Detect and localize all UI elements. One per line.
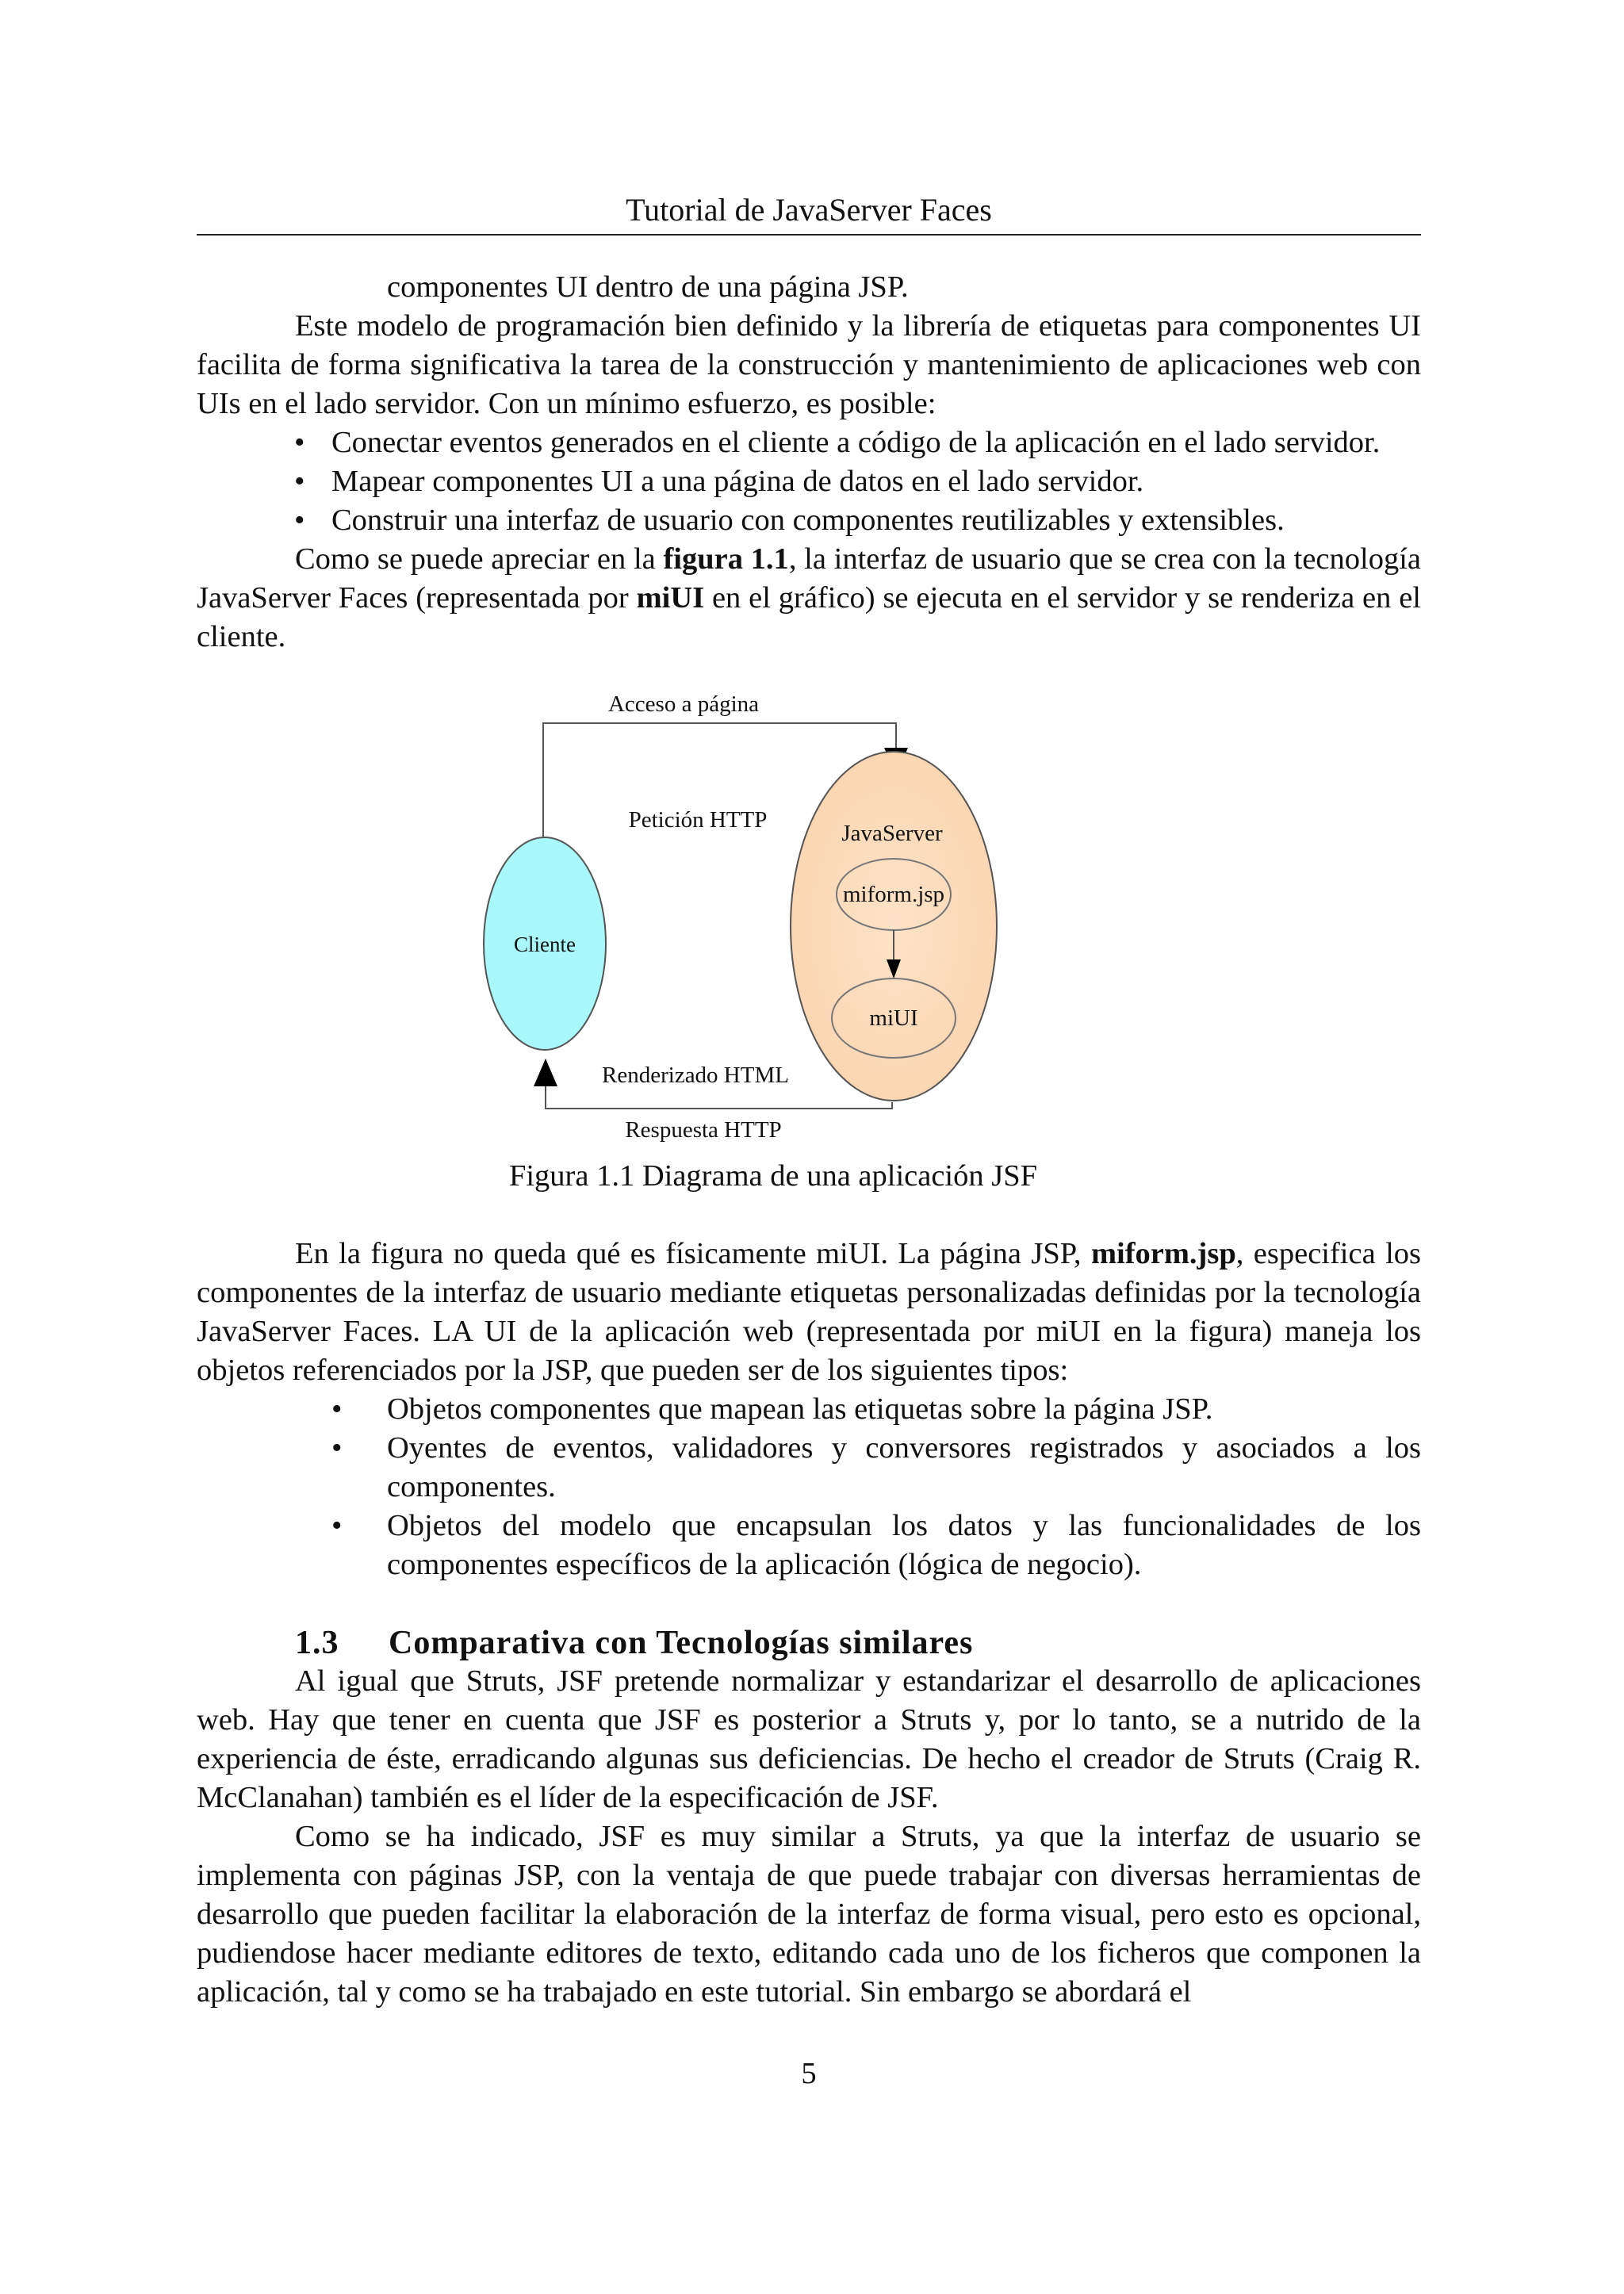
jsf-diagram (444, 674, 1102, 1150)
figure-caption: Figura 1.1 Diagrama de una aplicación JSF (508, 1159, 1038, 1193)
jsp-label: miform.jsp (842, 882, 945, 907)
paragraph-figure-intro: Como se puede apreciar en la figura 1.1, la interfaz de usuario que se crea con la tecnología JavaServer Faces (representada por miUI en el gráfico) se ejecuta en el servidor y se renderiza en el cliente. (197, 542, 1422, 653)
text-block-lower (197, 1662, 1421, 2012)
paragraph-continuation: componentes UI dentro de una página JSP. (387, 270, 909, 304)
running-header: Tutorial de JavaServer Faces (626, 192, 992, 228)
text-block-upper (197, 268, 1421, 657)
list-item: • Mapear componentes UI a una página de datos en el lado servidor. (197, 462, 1421, 501)
bullet-icon: • (294, 465, 305, 498)
access-label: Acceso a página (607, 691, 760, 717)
list-item: • Conectar eventos generados en el cliente a código de la aplicación en el lado servidor. (197, 423, 1421, 462)
bullet-list-object-types (197, 1390, 1421, 1584)
paragraph-comparison: Como se ha indicado, JSF es muy similar a Struts, ya que la interfaz de usuario se implementa con páginas JSP, con la ventaja de que puede trabajar con diversas herramientas de desarrollo que pueden facilitar la elaboración de la interfaz de forma visual, pero esto es opcional, pudiendose hacer mediante editores de texto, editando cada uno de los ficheros que componen la aplicación, tal y como se ha trabajado en este tutorial. Sin embargo se abordará el (197, 1820, 1421, 2009)
response-label: Respuesta HTTP (625, 1117, 782, 1143)
paragraph-miui: En la figura no queda qué es físicamente miUI. La página JSP, miform.jsp, especifica los componentes de la interfaz de usuario mediante etiquetas personalizadas definidas por la tecnología JavaServer Faces. LA UI de la aplicación web (representada por miUI en la figura) maneja los objetos referenciados por la JSP, que pueden ser de los siguientes tipos: (197, 1237, 1421, 1387)
list-item: • Objetos componentes que mapean las etiquetas sobre la página JSP. (197, 1390, 1421, 1429)
section-title: Comparativa con Tecnologías similares (389, 1625, 974, 1661)
server-node (791, 752, 997, 1101)
render-label: Renderizado HTML (602, 1063, 789, 1088)
bullet-icon: • (294, 426, 305, 459)
bullet-list-capabilities (197, 423, 1421, 540)
paragraph-model: Este modelo de programación bien definido y la librería de etiquetas para componentes UI facilita de forma significativa la tarea de la construcción y mantenimiento de aplicaciones web con UIs en el lado servidor. Con un mínimo esfuerzo, es posible: (197, 309, 1421, 420)
list-item: • Objetos del modelo que encapsulan los datos y las funcionalidades de los componentes específicos de la aplicación (lógica de negocio). (197, 1507, 1421, 1584)
bullet-icon: • (331, 1431, 343, 1465)
request-label: Petición HTTP (628, 807, 768, 833)
page-number: 5 (801, 2057, 817, 2090)
bullet-icon: • (294, 504, 305, 537)
section-number: 1.3 (295, 1625, 339, 1661)
response-arrowhead (534, 1059, 557, 1086)
bullet-icon: • (331, 1392, 343, 1426)
list-item: • Oyentes de eventos, validadores y conversores registrados y asociados a los componentes. (197, 1429, 1421, 1507)
list-item: • Construir una interfaz de usuario con componentes reutilizables y extensibles. (197, 501, 1421, 540)
section-heading (295, 1622, 973, 1664)
text-block-middle (197, 1235, 1421, 1584)
bullet-icon: • (331, 1509, 343, 1542)
paragraph-struts: Al igual que Struts, JSF pretende normalizar y estandarizar el desarrollo de aplicaciones web. Hay que tener en cuenta que JSF es posterior a Struts y, por lo tanto, se a nutrido de la experiencia de éste, erradicando algunas sus deficiencias. De hecho el creador de Struts (Craig R. McClanahan) también es el líder de la especificación de JSF. (197, 1664, 1421, 1814)
client-label: Cliente (514, 933, 576, 956)
server-label: JavaServer (841, 821, 943, 846)
header-rule (197, 234, 1421, 236)
ui-label: miUI (869, 1005, 918, 1031)
